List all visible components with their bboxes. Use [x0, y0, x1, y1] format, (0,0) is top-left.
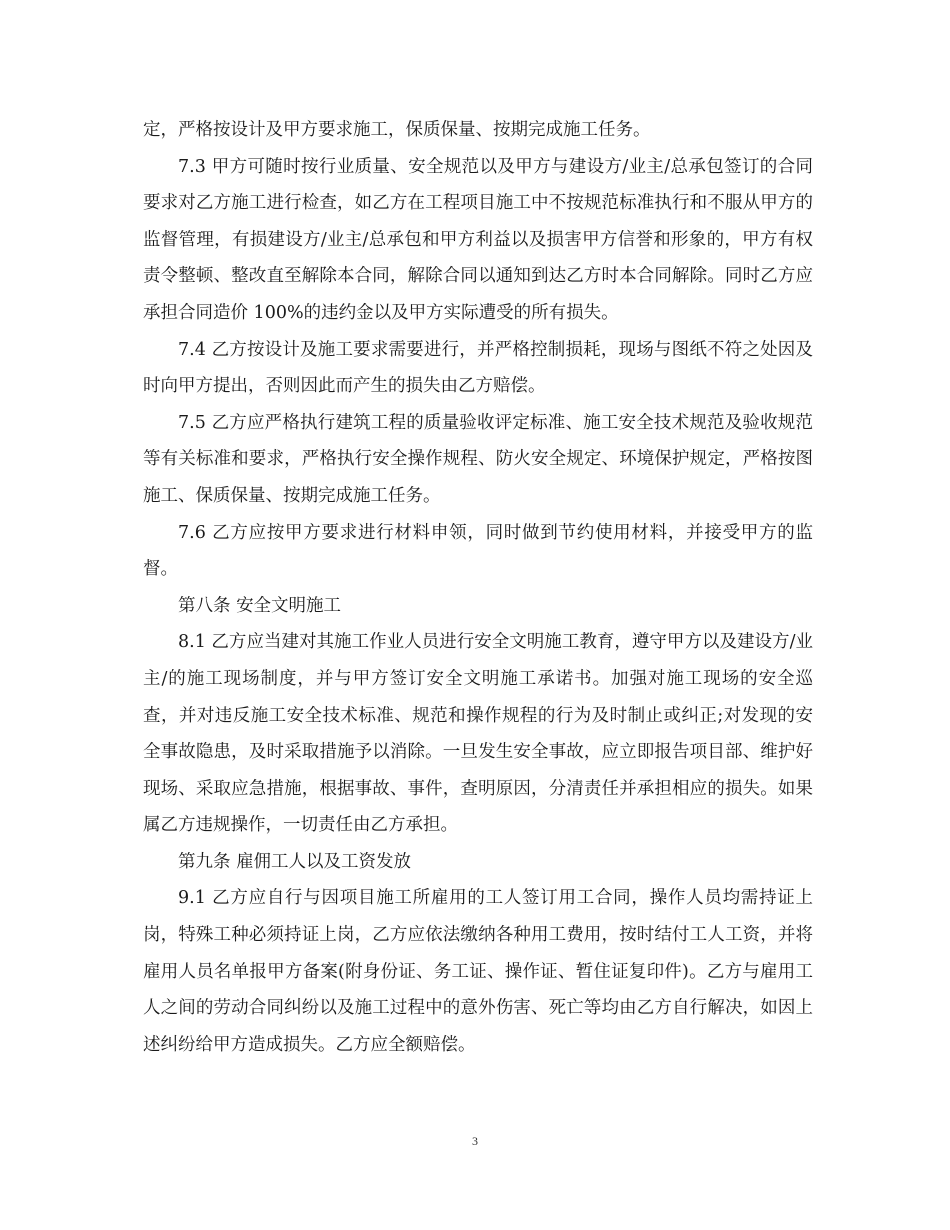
paragraph-clause-7-3: 7.3 甲方可随时按行业质量、安全规范以及甲方与建设方/业主/总承包签订的合同要求对乙方施工进行检查，如乙方在工程项目施工中不按规范标准执行和不服从甲方的监督管理，有损建设方/业主/总承包和甲方利益以及损害甲方信誉和形象的，甲方有权责令整顿、整改直至解除本合同，解除合同以通知到达乙方时本合同解除。同时乙方应承担合同造价 100%的违约金以及甲方实际遭受的所有损失。: [143, 156, 813, 323]
section-heading-article-9: 第九条 雇佣工人以及工资发放: [178, 851, 412, 872]
section-heading-article-8: 第八条 安全文明施工: [178, 595, 342, 616]
page-number: 3: [472, 1134, 478, 1148]
paragraph-continuation: 定，严格按设计及甲方要求施工，保质保量、按期完成施工任务。: [143, 120, 651, 140]
paragraph-clause-8-1: 8.1 乙方应当建对其施工作业人员进行安全文明施工教育，遵守甲方以及建设方/业主/的施工现场制度，并与甲方签订安全文明施工承诺书。加强对施工现场的安全巡查，并对违反施工安全技术标准、规范和操作规程的行为及时制止或纠正;对发现的安全事故隐患，及时采取措施予以消除。一旦发生安全事故，应立即报告项目部、维护好现场、采取应急措施，根据事故、事件，查明原因，分清责任并承担相应的损失。如果属乙方违规操作，一切责任由乙方承担。: [143, 632, 813, 836]
paragraph-clause-7-6: 7.6 乙方应按甲方要求进行材料申领，同时做到节约使用材料，并接受甲方的监督。: [143, 522, 813, 580]
paragraph-clause-9-1: 9.1 乙方应自行与因项目施工所雇用的工人签订用工合同，操作人员均需持证上岗，特殊工种必须持证上岗，乙方应依法缴纳各种用工费用，按时结付工人工资，并将雇用人员名单报甲方备案(附身份证、务工证、操作证、暂住证复印件)。乙方与雇用工人之间的劳动合同纠纷以及施工过程中的意外伤害、死亡等均由乙方自行解决，如因上述纠纷给甲方造成损失。乙方应全额赔偿。: [143, 888, 813, 1055]
paragraph-clause-7-4: 7.4 乙方按设计及施工要求需要进行，并严格控制损耗，现场与图纸不符之处因及时向甲方提出，否则因此而产生的损失由乙方赔偿。: [143, 339, 813, 397]
paragraph-clause-7-5: 7.5 乙方应严格执行建筑工程的质量验收评定标准、施工安全技术规范及验收规范等有关标准和要求，严格执行安全操作规程、防火安全规定、环境保护规定，严格按图施工、保质保量、按期完成施工任务。: [143, 412, 813, 506]
document-body: [143, 112, 813, 1063]
